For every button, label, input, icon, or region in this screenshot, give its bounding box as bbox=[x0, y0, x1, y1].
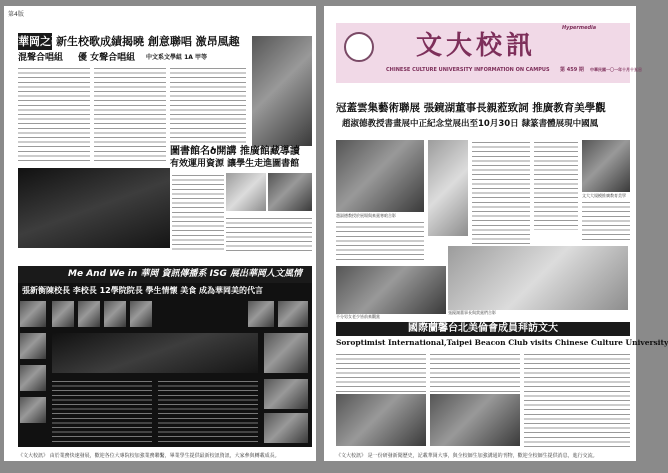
story1-subhead: 混聲合唱組 bbox=[18, 53, 64, 63]
story2-headline: 圖書館名ծ開講 推廣館藏導讀 bbox=[170, 146, 300, 157]
story1-banner: 華岡之歌 bbox=[18, 35, 62, 48]
right-page bbox=[324, 6, 668, 461]
issue-number: 第 459 期 bbox=[560, 67, 584, 73]
story3-banner: Me And We in 華岡 資訊傳播系 ISG 展出華岡人文風情 bbox=[18, 266, 312, 283]
library-photo-1 bbox=[226, 173, 266, 211]
issue-date: 中華民國一〇一年十月十五日 bbox=[590, 67, 642, 72]
library-photo-2 bbox=[268, 173, 312, 211]
meeting-photo-1 bbox=[336, 394, 426, 446]
caption-1: 趙淑德教授於展場與來賓寒暄合影 bbox=[336, 213, 396, 218]
main-body-col1 bbox=[336, 220, 424, 262]
person-photo-10 bbox=[278, 301, 308, 327]
person-photo-1 bbox=[20, 301, 46, 327]
story2-body-col3 bbox=[524, 352, 630, 448]
university-logo-icon bbox=[344, 32, 374, 62]
caption-2: 不分男女老少皆前來觀賞 bbox=[336, 314, 380, 319]
person-photo-8 bbox=[130, 301, 152, 327]
main-headline: 冠蓋雲集藝術聯展 張鏡湖董事長親蒞致詞 推廣教育美學觀 bbox=[336, 102, 606, 114]
main-body-col3 bbox=[534, 140, 578, 230]
person-photo-4 bbox=[20, 397, 46, 423]
person-photo-11 bbox=[264, 333, 308, 373]
story1-body-col2 bbox=[94, 66, 166, 164]
story3-body-col1 bbox=[52, 379, 152, 443]
person-photo-9 bbox=[248, 301, 274, 327]
group-photo bbox=[448, 246, 628, 310]
story2-body-col1 bbox=[336, 352, 426, 392]
story1-subhead-c: 優 女聲合唱組 bbox=[78, 53, 136, 63]
story2-body-col2 bbox=[226, 216, 312, 251]
person-photo-7 bbox=[104, 301, 126, 327]
meeting-photo-2 bbox=[430, 394, 520, 446]
story3-subhead: 張新衡陳校長 李校長 12學院院長 學生情懷 美食 成為華岡美的代言 bbox=[22, 286, 264, 295]
story1-body-col1 bbox=[18, 66, 90, 164]
caption-4: 文大大規模推廣教育美學 bbox=[582, 193, 626, 198]
person-photo-5 bbox=[52, 301, 74, 327]
masthead-title: 文大校訊 bbox=[416, 31, 537, 61]
cello-player-photo bbox=[252, 36, 312, 146]
brand-label: Hypermedia bbox=[562, 25, 597, 31]
person-photo-2 bbox=[20, 333, 46, 359]
left-footer: 《文大校訊》 由於業務快速發展，歡迎各位大專院校加強業務聯繫，畢業學生提供最新校訊資訊，大家參與轉載成長。 bbox=[18, 453, 280, 459]
exhibition-photo-1 bbox=[336, 140, 424, 212]
exhibition-photo-2 bbox=[582, 140, 630, 192]
story1-headline: 新生校歌成績揭曉 創意聯唱 激昂風趣 bbox=[56, 35, 240, 48]
person-photo-12 bbox=[264, 379, 308, 409]
story2-banner-sub: Soroptimist International,Taipei Beacon Club visits Chinese Culture University bbox=[336, 338, 668, 347]
story1-subhead-b: 中文系文學組 1A 甲等 bbox=[146, 54, 207, 61]
person-photo-6 bbox=[78, 301, 100, 327]
crowd-photo bbox=[336, 266, 446, 314]
main-body-col4 bbox=[582, 200, 630, 240]
city-night-photo bbox=[52, 333, 258, 373]
story2-body-col2 bbox=[430, 352, 520, 392]
story2-body-col1 bbox=[172, 173, 224, 251]
page-number: 第4版 bbox=[8, 11, 24, 18]
masthead bbox=[336, 23, 642, 83]
left-page bbox=[4, 6, 316, 461]
story2-banner: 國際蘭馨台北美倫會成員拜訪文大 bbox=[336, 322, 630, 336]
story3-panel bbox=[18, 283, 312, 447]
person-photo-3 bbox=[20, 365, 46, 391]
story1-body-col3 bbox=[170, 66, 246, 146]
choir-photo bbox=[18, 168, 170, 248]
story2-subhead: 有效運用資源 讓學生走進圖書館 bbox=[170, 159, 300, 169]
caption-3: 張鏡湖董事長與貴賓們合影 bbox=[448, 310, 496, 315]
person-photo-13 bbox=[264, 413, 308, 443]
right-footer: 《文大校訊》 是一份研發新聞歷史，記載華岡大事，與全校師生加強溝通的刊物，歡迎全校師生提供消息，進行交流。 bbox=[336, 453, 598, 459]
main-subhead: 趙淑德教授書畫展中正紀念堂展出至10月30日 隸篆書體展現中國風 bbox=[342, 119, 599, 129]
painting-photo bbox=[428, 140, 468, 236]
masthead-subtitle: CHINESE CULTURE UNIVERSITY INFORMATION ON CAMPUS bbox=[386, 67, 550, 73]
story3-body-col2 bbox=[158, 379, 258, 443]
